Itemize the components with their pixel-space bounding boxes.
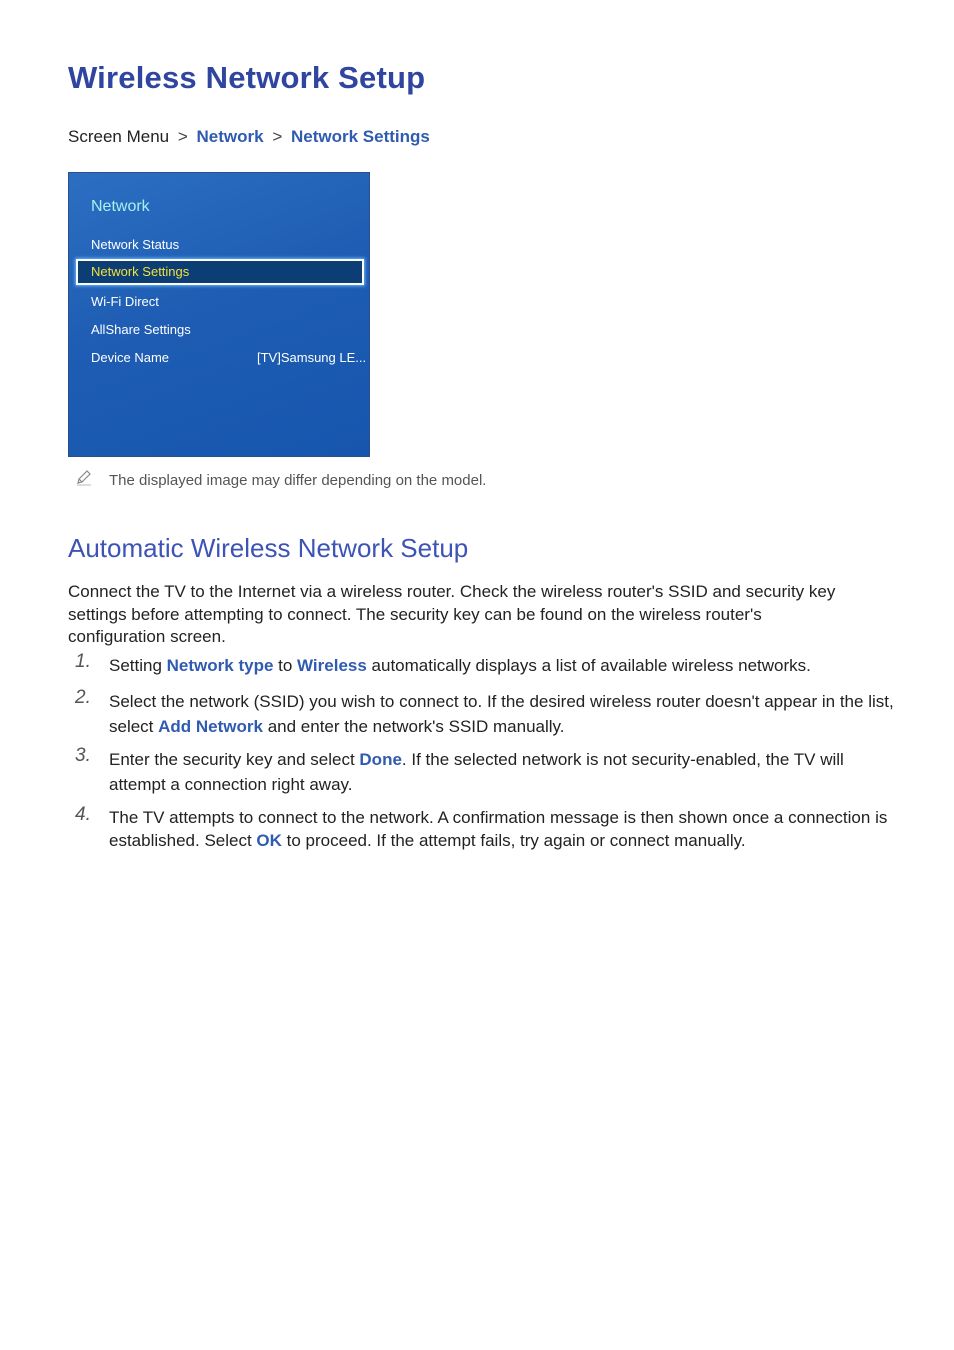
breadcrumb — [68, 127, 430, 147]
step-text-part: automatically displays a list of available wireless networks. — [366, 656, 811, 675]
step-keyword-wireless: Wireless — [297, 656, 367, 675]
tv-menu-item-device-name[interactable] — [91, 350, 367, 365]
step-number: 4. — [75, 804, 91, 825]
step-text — [109, 747, 894, 797]
page-title: Wireless Network Setup — [68, 60, 426, 95]
breadcrumb-separator: > — [272, 127, 283, 146]
step-number: 3. — [75, 745, 91, 766]
step-text-part: to proceed. If the attempt fails, try again or connect manually. — [281, 831, 746, 850]
step-keyword-add-network: Add Network — [158, 717, 263, 736]
step-text-part: The TV attempts to connect to the network. A confirmation message is then shown once a connection is established. Select — [109, 808, 888, 850]
step-text-part: . If the selected network is not security-enabled, the TV will attempt a connection right away. — [109, 750, 844, 794]
tv-menu-item-network-settings[interactable] — [76, 259, 364, 285]
step-keyword-done: Done — [359, 750, 402, 769]
tv-menu-title: Network — [91, 198, 150, 215]
step-text — [109, 806, 894, 852]
step-text-part: Setting — [109, 656, 167, 675]
step-keyword-ok: OK — [256, 831, 282, 850]
tv-menu-item-network-status[interactable] — [91, 237, 179, 252]
step-text — [109, 653, 894, 678]
step-text-part: Select the network (SSID) you wish to connect to. If the desired wireless router doesn't appear in the list, select — [109, 692, 894, 736]
breadcrumb-item-network[interactable]: Network — [196, 127, 264, 146]
tv-network-menu-screenshot — [68, 172, 370, 457]
tv-menu-item-label: Network Settings — [91, 264, 190, 279]
step-text-part: and enter the network's SSID manually. — [262, 717, 565, 736]
tv-menu-item-label: Device Name — [91, 350, 170, 365]
step-number: 2. — [75, 687, 91, 708]
step-text-part: to — [273, 656, 298, 675]
step-text — [109, 689, 894, 739]
tv-menu-item-label: Network Status — [91, 237, 180, 252]
pencil-note-icon — [75, 468, 93, 486]
tv-menu-item-label: AllShare Settings — [91, 322, 191, 337]
breadcrumb-item-network-settings[interactable]: Network Settings — [291, 127, 430, 146]
tv-menu-item-allshare-settings[interactable] — [91, 322, 191, 337]
step-keyword-network-type: Network type — [166, 656, 274, 675]
tv-menu-item-wifi-direct[interactable] — [91, 294, 159, 309]
tv-menu-item-value: [TV]Samsung LE... — [257, 350, 367, 365]
breadcrumb-separator: > — [177, 127, 188, 146]
section-intro: Connect the TV to the Internet via a wireless router. Check the wireless router's SSID and security key settings before attempting to connect. The security key can be found on the wireless router's configuration screen. — [68, 582, 836, 646]
step-number: 1. — [75, 651, 91, 672]
tv-menu-item-label: Wi-Fi Direct — [91, 294, 159, 309]
note-text: The displayed image may differ depending on the model. — [109, 472, 487, 489]
breadcrumb-prefix: Screen Menu — [68, 127, 170, 146]
step-text-part: Enter the security key and select — [109, 750, 360, 769]
section-title: Automatic Wireless Network Setup — [68, 533, 469, 563]
